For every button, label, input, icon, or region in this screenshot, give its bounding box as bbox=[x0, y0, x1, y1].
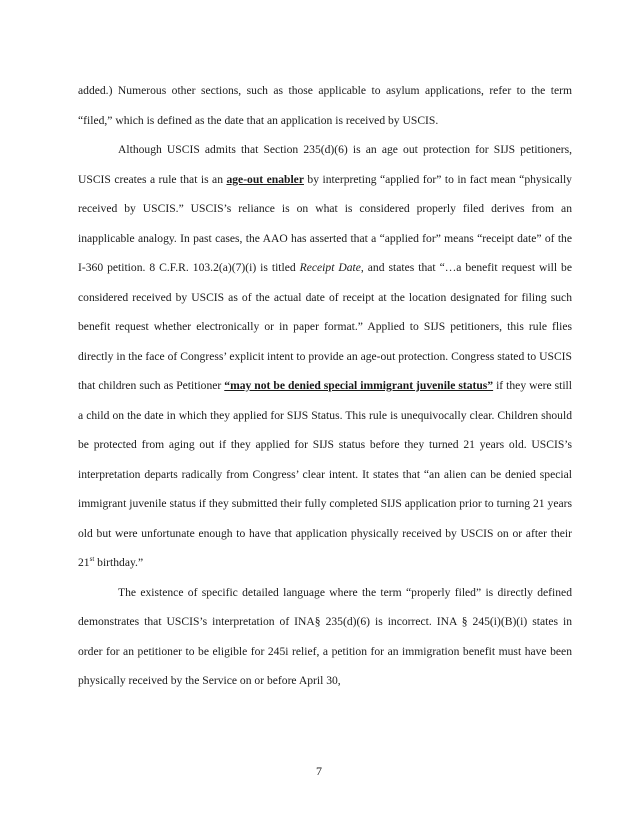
emphasis-age-out-enabler: age-out enabler bbox=[226, 172, 304, 186]
paragraph-2-text-e: , and states that “…a benefit request will be considered received by USCIS as of the actual date of receipt at the location designated for filing such benefit request whether electronically or in paper format.” Applied to SIJS petitioners, this rule flies directly in the face of Congress’ explicit intent to provide an age-out protection. Congress stated to USCIS that children such as Petitioner bbox=[78, 261, 572, 392]
italic-receipt-date: Receipt Date bbox=[299, 261, 361, 274]
paragraph-2-text-g: if they were still a child on the date in which they applied for SIJS Status. This rule is unequivocally clear. Children should be protected from aging out if they applied for SIJS status before they turned 21 years old. USCIS’s interpretation departs radically from Congress’ clear intent. It states that “an alien can be denied special immigrant juvenile status if they submitted their fully completed SIJS application prior to turning 21 years old but were unfortunate enough to have that application physically received by USCIS on or after their 21 bbox=[78, 379, 572, 569]
paragraph-2-text-c: by interpreting “applied for” to in fact mean “physically received by USCIS.” USCIS’s reliance is on what is considered properly filed derives from an inapplicable analogy. In past cases, the AAO has asserted that a “applied for” means “receipt date” of the I-360 petition. 8 C.F.R. 103.2(a)(7)(i) is titled bbox=[78, 172, 572, 274]
paragraph-3: The existence of specific detailed language where the term “properly filed” is directly defined demonstrates that USCIS’s interpretation of INA§ 235(d)(6) is incorrect. INA § 245(i)(B)(i) states in order for an petitioner to be eligible for 245i relief, a petition for an immigration benefit must have been physically received by the Service on or before April 30, bbox=[78, 585, 572, 687]
ordinal-suffix: st bbox=[89, 555, 95, 564]
paragraph-2-text-a: Although USCIS admits that Section 235(d)(6) is an age out protection for SIJS petitioners, USCIS creates a rule that is an bbox=[78, 143, 572, 186]
emphasis-may-not-be-denied: “may not be denied special immigrant juvenile status” bbox=[224, 379, 494, 392]
paragraph-2-text-h: birthday.” bbox=[94, 556, 144, 569]
body-text bbox=[78, 76, 572, 696]
paragraph-1: added.) Numerous other sections, such as those applicable to asylum applications, refer to the term “filed,” which is defined as the date that an application is received by USCIS. bbox=[78, 84, 572, 127]
page-number: 7 bbox=[316, 764, 322, 778]
paragraph-2 bbox=[78, 135, 572, 578]
